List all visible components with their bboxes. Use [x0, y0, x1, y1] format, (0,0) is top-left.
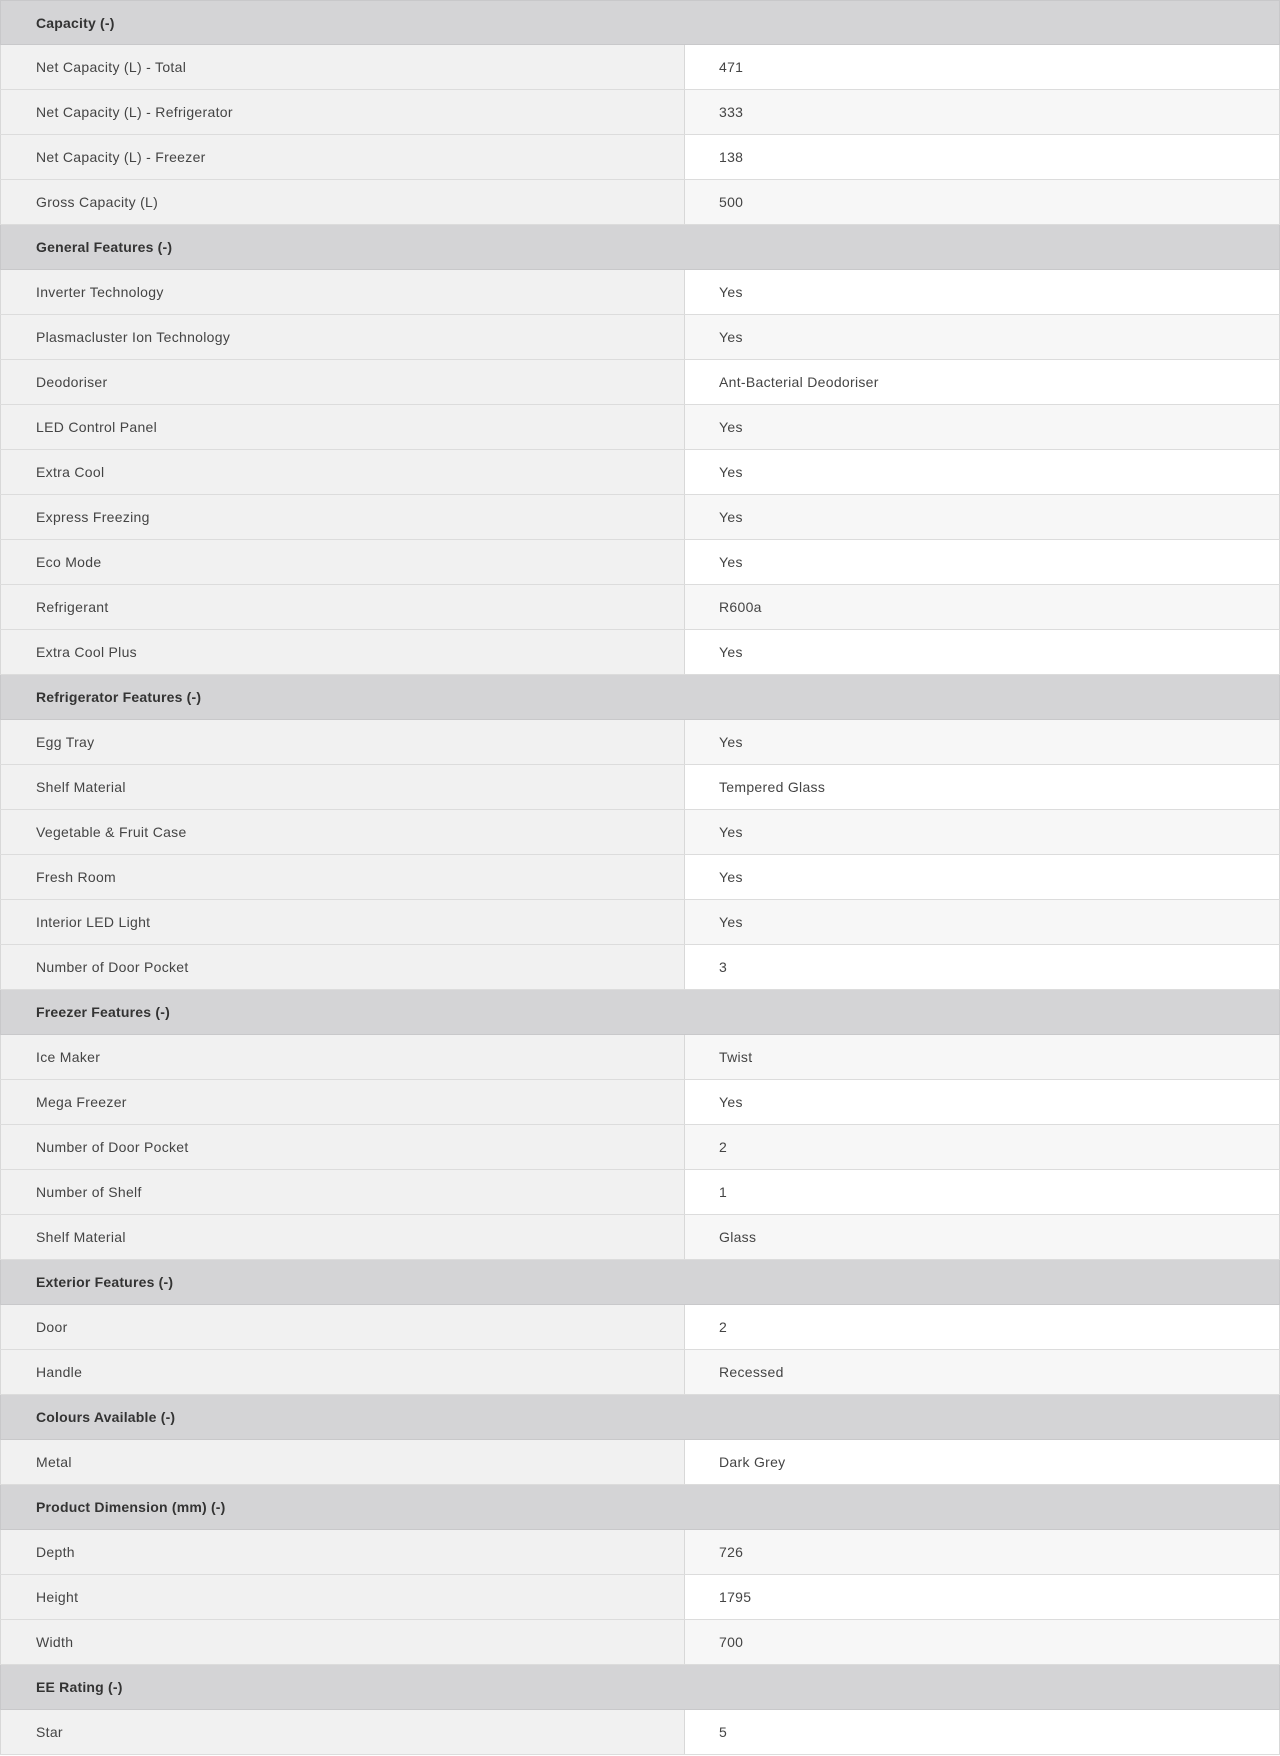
- spec-row: [0, 1305, 1280, 1350]
- spec-label: Net Capacity (L) - Freezer: [0, 135, 685, 179]
- section-header[interactable]: Capacity (-): [0, 0, 1280, 45]
- spec-label: Width: [0, 1620, 685, 1664]
- section-header[interactable]: Refrigerator Features (-): [0, 675, 1280, 720]
- spec-row: [0, 585, 1280, 630]
- spec-value: 2: [685, 1305, 1280, 1349]
- spec-label: Gross Capacity (L): [0, 180, 685, 224]
- spec-label: Star: [0, 1710, 685, 1754]
- section-header[interactable]: General Features (-): [0, 225, 1280, 270]
- spec-row: [0, 1035, 1280, 1080]
- spec-value: Dark Grey: [685, 1440, 1280, 1484]
- spec-label: LED Control Panel: [0, 405, 685, 449]
- spec-label: Net Capacity (L) - Total: [0, 45, 685, 89]
- spec-value: Yes: [685, 720, 1280, 764]
- section-header[interactable]: Colours Available (-): [0, 1395, 1280, 1440]
- spec-label: Door: [0, 1305, 685, 1349]
- spec-row: [0, 630, 1280, 675]
- spec-value: 1: [685, 1170, 1280, 1214]
- spec-label: Number of Door Pocket: [0, 945, 685, 989]
- spec-row: [0, 1575, 1280, 1620]
- spec-row: [0, 360, 1280, 405]
- spec-value: Tempered Glass: [685, 765, 1280, 809]
- spec-label: Deodoriser: [0, 360, 685, 404]
- spec-value: Yes: [685, 405, 1280, 449]
- spec-value: Yes: [685, 810, 1280, 854]
- spec-value: 5: [685, 1710, 1280, 1754]
- spec-row: [0, 180, 1280, 225]
- spec-value: 471: [685, 45, 1280, 89]
- spec-label: Handle: [0, 1350, 685, 1394]
- spec-label: Ice Maker: [0, 1035, 685, 1079]
- spec-value: 726: [685, 1530, 1280, 1574]
- spec-row: [0, 1530, 1280, 1575]
- spec-value: 138: [685, 135, 1280, 179]
- spec-label: Inverter Technology: [0, 270, 685, 314]
- spec-row: [0, 855, 1280, 900]
- spec-label: Metal: [0, 1440, 685, 1484]
- spec-label: Number of Shelf: [0, 1170, 685, 1214]
- spec-value: 700: [685, 1620, 1280, 1664]
- spec-row: [0, 450, 1280, 495]
- spec-value: Yes: [685, 630, 1280, 674]
- spec-label: Vegetable & Fruit Case: [0, 810, 685, 854]
- spec-row: [0, 1440, 1280, 1485]
- section-header[interactable]: Product Dimension (mm) (-): [0, 1485, 1280, 1530]
- spec-label: Shelf Material: [0, 1215, 685, 1259]
- section-header[interactable]: EE Rating (-): [0, 1665, 1280, 1710]
- spec-label: Plasmacluster Ion Technology: [0, 315, 685, 359]
- spec-value: Glass: [685, 1215, 1280, 1259]
- spec-value: 2: [685, 1125, 1280, 1169]
- spec-row: [0, 720, 1280, 765]
- spec-value: Yes: [685, 495, 1280, 539]
- spec-value: Yes: [685, 1080, 1280, 1124]
- spec-row: [0, 90, 1280, 135]
- spec-row: [0, 1620, 1280, 1665]
- spec-value: 3: [685, 945, 1280, 989]
- spec-value: 500: [685, 180, 1280, 224]
- spec-label: Fresh Room: [0, 855, 685, 899]
- spec-row: [0, 945, 1280, 990]
- spec-value: Recessed: [685, 1350, 1280, 1394]
- spec-row: [0, 1710, 1280, 1755]
- spec-row: [0, 810, 1280, 855]
- spec-row: [0, 1215, 1280, 1260]
- spec-row: [0, 1170, 1280, 1215]
- spec-row: [0, 495, 1280, 540]
- spec-label: Egg Tray: [0, 720, 685, 764]
- spec-row: [0, 1080, 1280, 1125]
- spec-row: [0, 1125, 1280, 1170]
- spec-value: Yes: [685, 540, 1280, 584]
- spec-value: 333: [685, 90, 1280, 134]
- spec-row: [0, 1350, 1280, 1395]
- spec-label: Extra Cool Plus: [0, 630, 685, 674]
- spec-label: Express Freezing: [0, 495, 685, 539]
- spec-label: Net Capacity (L) - Refrigerator: [0, 90, 685, 134]
- spec-value: R600a: [685, 585, 1280, 629]
- spec-label: Height: [0, 1575, 685, 1619]
- spec-value: 1795: [685, 1575, 1280, 1619]
- spec-row: [0, 900, 1280, 945]
- spec-value: Twist: [685, 1035, 1280, 1079]
- spec-row: [0, 135, 1280, 180]
- spec-label: Extra Cool: [0, 450, 685, 494]
- spec-label: Interior LED Light: [0, 900, 685, 944]
- spec-label: Mega Freezer: [0, 1080, 685, 1124]
- section-header[interactable]: Freezer Features (-): [0, 990, 1280, 1035]
- section-header[interactable]: Exterior Features (-): [0, 1260, 1280, 1305]
- spec-label: Number of Door Pocket: [0, 1125, 685, 1169]
- spec-row: [0, 45, 1280, 90]
- spec-value: Yes: [685, 315, 1280, 359]
- spec-value: Yes: [685, 855, 1280, 899]
- spec-label: Refrigerant: [0, 585, 685, 629]
- spec-value: Ant-Bacterial Deodoriser: [685, 360, 1280, 404]
- spec-row: [0, 315, 1280, 360]
- spec-label: Eco Mode: [0, 540, 685, 584]
- spec-row: [0, 270, 1280, 315]
- spec-row: [0, 540, 1280, 585]
- spec-label: Shelf Material: [0, 765, 685, 809]
- spec-row: [0, 765, 1280, 810]
- spec-value: Yes: [685, 450, 1280, 494]
- spec-row: [0, 405, 1280, 450]
- spec-value: Yes: [685, 900, 1280, 944]
- spec-value: Yes: [685, 270, 1280, 314]
- spec-label: Depth: [0, 1530, 685, 1574]
